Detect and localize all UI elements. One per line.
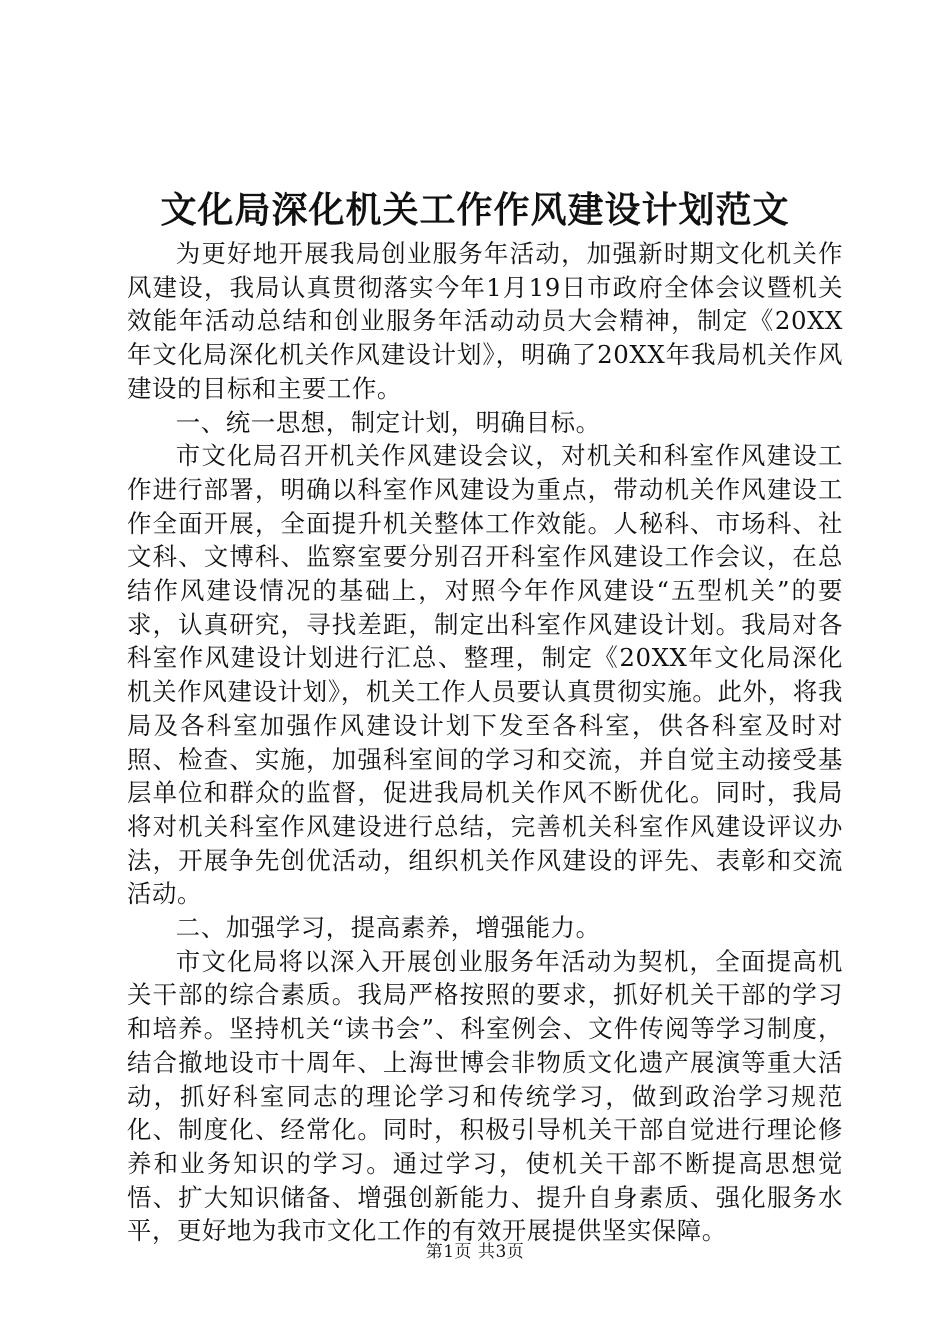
document-title: 文化局深化机关工作作风建设计划范文 bbox=[160, 189, 790, 231]
intro-paragraph: 为更好地开展我局创业服务年活动，加强新时期文化机关作风建设，我局认真贯彻落实今年1月19日市政府全体会议暨机关效能年活动总结和创业服务年活动动员大会精神，制定《20XX年文化局深化机关作风建设计划》，明确了20XX年我局机关作风建设的目标和主要工作。 bbox=[127, 239, 843, 403]
section-2-paragraph: 市文化局将以深入开展创业服务年活动为契机，全面提高机关干部的综合素质。我局严格按照的要求，抓好机关干部的学习和培养。坚持机关“读书会”、科室例会、文件传阅等学习制度，结合撤地设市十周年、上海世博会非物质文化遗产展演等重大活动，抓好科室同志的理论学习和传统学习，做到政治学习规范化、制度化、经常化。同时，积极引导机关干部自觉进行理论修养和业务知识的学习。通过学习，使机关干部不断提高思想觉悟、扩大知识储备、增强创新能力、提升自身素质、强化服务水平，更好地为我市文化工作的有效开展提供坚实保障。 bbox=[127, 946, 843, 1246]
section-heading-1: 一、统一思想，制定计划，明确目标。 bbox=[175, 407, 601, 437]
document-body bbox=[127, 237, 843, 1248]
page-number-footer: 第1页 共3页 bbox=[425, 1242, 525, 1262]
section-heading-2: 二、加强学习，提高素养，增强能力。 bbox=[175, 913, 601, 943]
section-1-paragraph: 市文化局召开机关作风建设会议，对机关和科室作风建设工作进行部署，明确以科室作风建设为重点，带动机关作风建设工作全面开展，全面提升机关整体工作效能。人秘科、市场科、社文科、文博科、监察室要分别召开科室作风建设工作会议，在总结作风建设情况的基础上，对照今年作风建设“五型机关”的要求，认真研究，寻找差距，制定出科室作风建设计划。我局对各科室作风建设计划进行汇总、整理，制定《20XX年文化局深化机关作风建设计划》，机关工作人员要认真贯彻实施。此外，将我局及各科室加强作风建设计划下发至各科室，供各科室及时对照、检查、实施，加强科室间的学习和交流，并自觉主动接受基层单位和群众的监督，促进我局机关作风不断优化。同时，我局将对机关科室作风建设进行总结，完善机关科室作风建设评议办法，开展争先创优活动，组织机关作风建设的评先、表彰和交流活动。 bbox=[127, 441, 843, 909]
